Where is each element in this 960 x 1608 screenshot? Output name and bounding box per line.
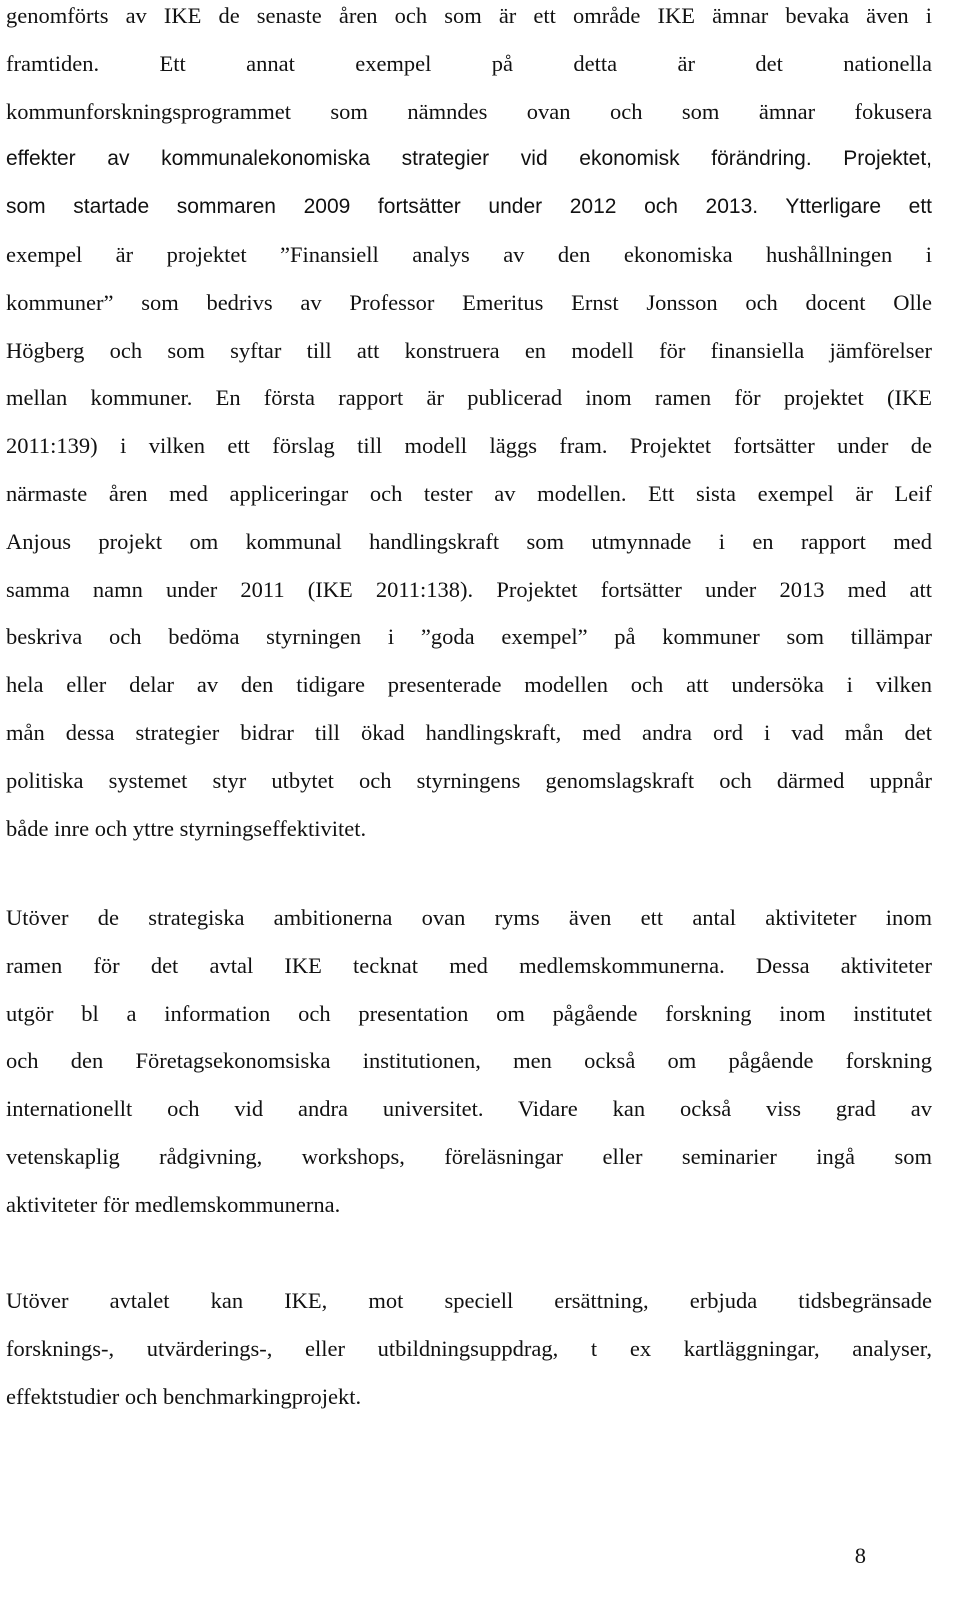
- text-line: 2011:139) i vilken ett förslag till modell läggs fram. Projektet fortsätter under de: [6, 433, 932, 459]
- text-line: närmaste åren med appliceringar och tester av modellen. Ett sista exempel är Leif: [6, 480, 932, 506]
- text-line: beskriva och bedöma styrningen i ”goda exempel” på kommuner som tillämpar: [6, 624, 932, 650]
- text-line: mån dessa strategier bidrar till ökad handlingskraft, med andra ord i vad mån det: [6, 719, 932, 745]
- text-line: samma namn under 2011 (IKE 2011:138). Projektet fortsätter under 2013 med att: [6, 576, 932, 602]
- text-line: forsknings-, utvärderings-, eller utbildningsuppdrag, t ex kartläggningar, analyser,: [6, 1335, 932, 1361]
- text-line: ramen för det avtal IKE tecknat med medlemskommunerna. Dessa aktiviteter: [6, 952, 932, 978]
- text-line: Utöver de strategiska ambitionerna ovan ryms även ett antal aktiviteter inom: [6, 905, 932, 930]
- text-line: effektstudier och benchmarkingprojekt.: [6, 1383, 362, 1409]
- text-line: Utöver avtalet kan IKE, mot speciell ersättning, erbjuda tidsbegränsade: [6, 1288, 932, 1313]
- text-line: mellan kommuner. En första rapport är publicerad inom ramen för projektet (IKE: [6, 385, 932, 411]
- text-line: kommuner” som bedrivs av Professor Emeritus Ernst Jonsson och docent Olle: [6, 289, 932, 315]
- text-line: internationellt och vid andra universitet. Vidare kan också viss grad av: [6, 1096, 932, 1122]
- text-line: både inre och yttre styrningseffektivitet.: [6, 815, 367, 841]
- text-line: exempel är projektet ”Finansiell analys av den ekonomiska hushållningen i: [6, 241, 932, 267]
- text-line: utgör bl a information och presentation om pågående forskning inom institutet: [6, 1000, 932, 1026]
- text-line: framtiden. Ett annat exempel på detta är det nationella: [6, 50, 932, 76]
- text-line: effekter av kommunalekonomiska strategier vid ekonomisk förändring. Projektet,: [6, 147, 932, 171]
- paragraph-research-projects: [6, 0, 932, 852]
- text-line: och den Företagsekonomsiska institutionen, men också om pågående forskning: [6, 1048, 932, 1074]
- text-line: hela eller delar av den tidigare presenterade modellen och att undersöka i vilken: [6, 672, 932, 698]
- text-line: Anjous projekt om kommunal handlingskraft som utmynnade i en rapport med: [6, 528, 932, 554]
- text-line: kommunforskningsprogrammet som nämndes ovan och som ämnar fokusera: [6, 98, 932, 124]
- paragraph-member-activities: [6, 894, 932, 1229]
- paragraph-commissions: [6, 1277, 932, 1420]
- text-line: genomförts av IKE de senaste åren och som är ett område IKE ämnar bevaka även i: [6, 3, 932, 28]
- text-line: aktiviteter för medlemskommunerna.: [6, 1191, 341, 1217]
- text-line: som startade sommaren 2009 fortsätter under 2012 och 2013. Ytterligare ett: [6, 195, 932, 219]
- text-line: Högberg och som syftar till att konstruera en modell för finansiella jämförelser: [6, 337, 932, 363]
- text-line: vetenskaplig rådgivning, workshops, föreläsningar eller seminarier ingå som: [6, 1143, 932, 1169]
- text-line: politiska systemet styr utbytet och styrningens genomslagskraft och därmed uppnår: [6, 767, 932, 793]
- page-number: 8: [854, 1543, 866, 1568]
